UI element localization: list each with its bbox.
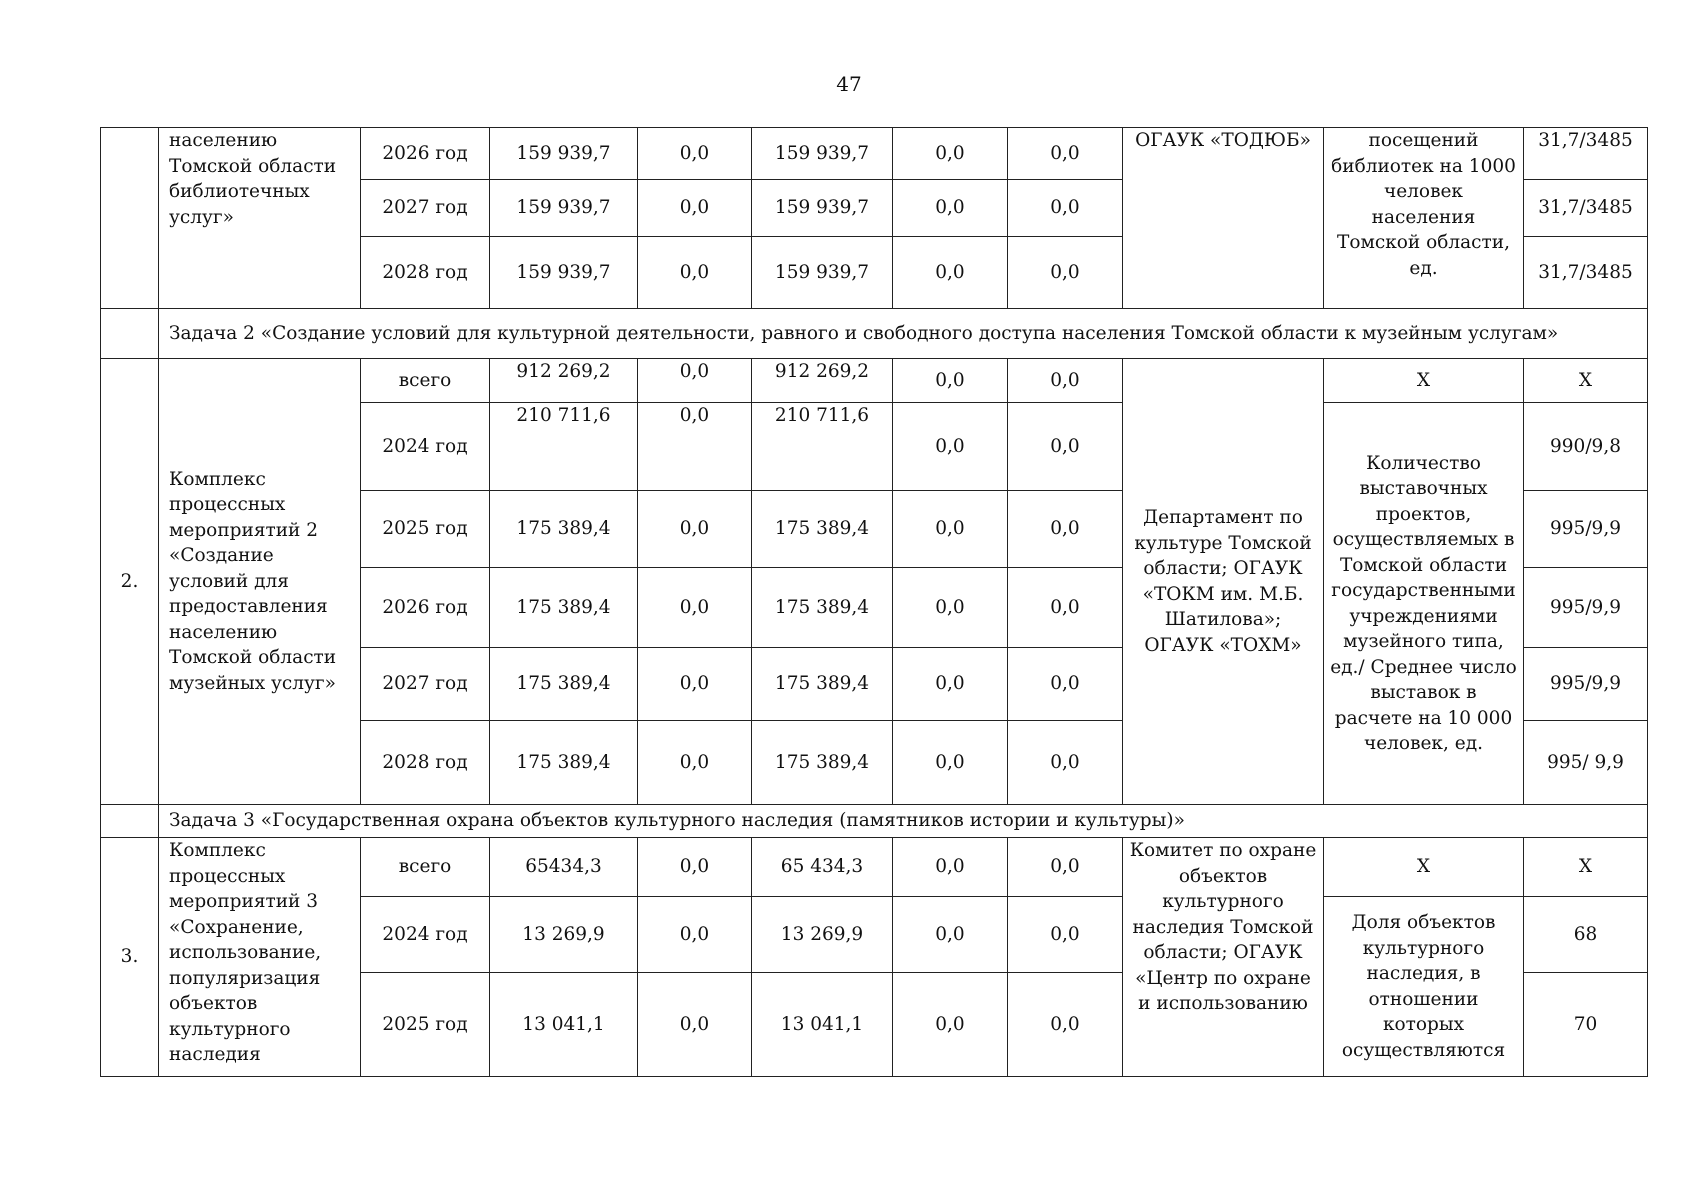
federal-cell: 0,0 xyxy=(638,403,752,491)
federal-cell: 0,0 xyxy=(638,359,752,403)
total-cell: 159 939,7 xyxy=(490,128,638,180)
regional-cell: 175 389,4 xyxy=(752,648,893,721)
other-cell: 0,0 xyxy=(1008,180,1123,237)
total-cell: 175 389,4 xyxy=(490,648,638,721)
local-cell: 0,0 xyxy=(893,838,1008,897)
program-table xyxy=(100,127,1648,1077)
other-cell: 0,0 xyxy=(1008,237,1123,309)
year-cell: 2027 год xyxy=(361,180,490,237)
local-cell: 0,0 xyxy=(893,721,1008,805)
row-number-cell: 3. xyxy=(101,838,159,1077)
year-cell: 2025 год xyxy=(361,973,490,1077)
indicator-value-cell: Х xyxy=(1524,359,1648,403)
indicator-value-cell: 31,7/3485 xyxy=(1524,128,1648,180)
federal-cell: 0,0 xyxy=(638,237,752,309)
indicator-value-cell: 995/ 9,9 xyxy=(1524,721,1648,805)
year-cell: 2028 год xyxy=(361,721,490,805)
federal-cell: 0,0 xyxy=(638,721,752,805)
indicator-value-cell: 70 xyxy=(1524,973,1648,1077)
total-cell: 175 389,4 xyxy=(490,721,638,805)
regional-cell: 175 389,4 xyxy=(752,568,893,648)
total-cell: 912 269,2 xyxy=(490,359,638,403)
regional-cell: 65 434,3 xyxy=(752,838,893,897)
table-row xyxy=(101,128,1648,180)
year-cell: всего xyxy=(361,359,490,403)
regional-cell: 13 041,1 xyxy=(752,973,893,1077)
local-cell: 0,0 xyxy=(893,359,1008,403)
local-cell: 0,0 xyxy=(893,648,1008,721)
local-cell: 0,0 xyxy=(893,491,1008,568)
federal-cell: 0,0 xyxy=(638,897,752,973)
local-cell: 0,0 xyxy=(893,128,1008,180)
row-number-cell xyxy=(101,309,159,359)
table-row xyxy=(101,838,1648,897)
indicator-value-cell: 995/9,9 xyxy=(1524,568,1648,648)
indicator-cell: Х xyxy=(1324,838,1524,897)
other-cell: 0,0 xyxy=(1008,128,1123,180)
year-cell: всего xyxy=(361,838,490,897)
year-cell: 2026 год xyxy=(361,568,490,648)
total-cell: 175 389,4 xyxy=(490,491,638,568)
indicator-cell: посещений библиотек на 1000 человек населения Томской области, ед. xyxy=(1324,128,1524,309)
total-cell: 159 939,7 xyxy=(490,237,638,309)
regional-cell: 159 939,7 xyxy=(752,128,893,180)
task-row xyxy=(101,309,1648,359)
regional-cell: 13 269,9 xyxy=(752,897,893,973)
federal-cell: 0,0 xyxy=(638,973,752,1077)
indicator-value-cell: Х xyxy=(1524,838,1648,897)
activity-name: Комплекс процессных мероприятий 2 «Создание условий для предоставления населению Томской области музейных услуг» xyxy=(159,359,361,805)
federal-cell: 0,0 xyxy=(638,568,752,648)
regional-cell: 210 711,6 xyxy=(752,403,893,491)
other-cell: 0,0 xyxy=(1008,403,1123,491)
total-cell: 65434,3 xyxy=(490,838,638,897)
year-cell: 2026 год xyxy=(361,128,490,180)
indicator-value-cell: 995/9,9 xyxy=(1524,491,1648,568)
row-number-cell: 2. xyxy=(101,359,159,805)
other-cell: 0,0 xyxy=(1008,648,1123,721)
local-cell: 0,0 xyxy=(893,237,1008,309)
indicator-value-cell: 68 xyxy=(1524,897,1648,973)
task-row xyxy=(101,805,1648,838)
federal-cell: 0,0 xyxy=(638,648,752,721)
local-cell: 0,0 xyxy=(893,180,1008,237)
other-cell: 0,0 xyxy=(1008,491,1123,568)
year-cell: 2028 год xyxy=(361,237,490,309)
federal-cell: 0,0 xyxy=(638,838,752,897)
row-number-cell xyxy=(101,128,159,309)
year-cell: 2024 год xyxy=(361,403,490,491)
table-row xyxy=(101,359,1648,403)
row-number-cell xyxy=(101,805,159,838)
activity-name: Комплекс процессных мероприятий 3 «Сохранение, использование, популяризация объектов культурного наследия xyxy=(159,838,361,1077)
executor-cell: Департамент по культуре Томской области; ОГАУК «ТОКМ им. М.Б. Шатилова»; ОГАУК «ТОХМ» xyxy=(1123,359,1324,805)
indicator-cell: Доля объектов культурного наследия, в отношении которых осуществляются xyxy=(1324,897,1524,1077)
local-cell: 0,0 xyxy=(893,568,1008,648)
indicator-cell: Х xyxy=(1324,359,1524,403)
page-number: 47 xyxy=(836,72,862,96)
indicator-value-cell: 31,7/3485 xyxy=(1524,237,1648,309)
other-cell: 0,0 xyxy=(1008,897,1123,973)
local-cell: 0,0 xyxy=(893,897,1008,973)
local-cell: 0,0 xyxy=(893,973,1008,1077)
indicator-value-cell: 990/9,8 xyxy=(1524,403,1648,491)
task-title: Задача 2 «Создание условий для культурной деятельности, равного и свободного доступа населения Томской области к музейным услугам» xyxy=(159,309,1648,359)
federal-cell: 0,0 xyxy=(638,491,752,568)
other-cell: 0,0 xyxy=(1008,721,1123,805)
total-cell: 175 389,4 xyxy=(490,568,638,648)
total-cell: 159 939,7 xyxy=(490,180,638,237)
other-cell: 0,0 xyxy=(1008,359,1123,403)
total-cell: 210 711,6 xyxy=(490,403,638,491)
local-cell: 0,0 xyxy=(893,403,1008,491)
federal-cell: 0,0 xyxy=(638,128,752,180)
indicator-value-cell: 31,7/3485 xyxy=(1524,180,1648,237)
regional-cell: 159 939,7 xyxy=(752,180,893,237)
executor-cell: Комитет по охране объектов культурного наследия Томской области; ОГАУК «Центр по охране и использованию xyxy=(1123,838,1324,1077)
task-title: Задача 3 «Государственная охрана объектов культурного наследия (памятников истории и культуры)» xyxy=(159,805,1648,838)
regional-cell: 175 389,4 xyxy=(752,491,893,568)
executor-cell: ОГАУК «ТОДЮБ» xyxy=(1123,128,1324,309)
year-cell: 2025 год xyxy=(361,491,490,568)
other-cell: 0,0 xyxy=(1008,568,1123,648)
indicator-cell: Количество выставочных проектов, осуществляемых в Томской области государственными учреждениями музейного типа, ед./ Среднее число выставок в расчете на 10 000 человек, ед. xyxy=(1324,403,1524,805)
year-cell: 2024 год xyxy=(361,897,490,973)
regional-cell: 159 939,7 xyxy=(752,237,893,309)
activity-name: населению Томской области библиотечных услуг» xyxy=(159,128,361,309)
regional-cell: 912 269,2 xyxy=(752,359,893,403)
other-cell: 0,0 xyxy=(1008,973,1123,1077)
other-cell: 0,0 xyxy=(1008,838,1123,897)
regional-cell: 175 389,4 xyxy=(752,721,893,805)
total-cell: 13 269,9 xyxy=(490,897,638,973)
total-cell: 13 041,1 xyxy=(490,973,638,1077)
indicator-value-cell: 995/9,9 xyxy=(1524,648,1648,721)
year-cell: 2027 год xyxy=(361,648,490,721)
federal-cell: 0,0 xyxy=(638,180,752,237)
